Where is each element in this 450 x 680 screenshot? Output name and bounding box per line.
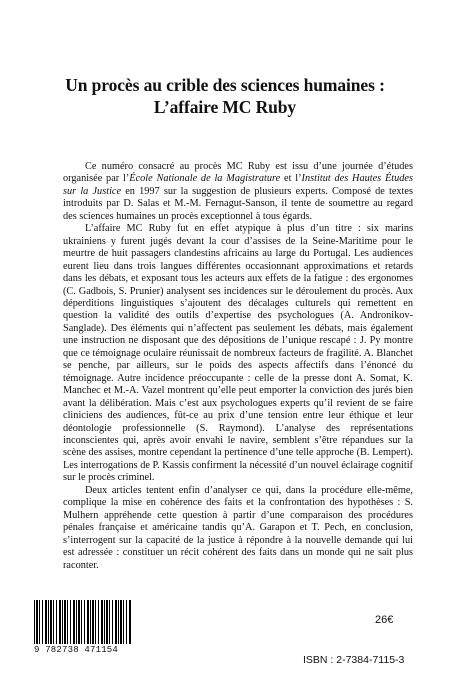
barcode-number: 9 782738 471154 <box>34 645 119 655</box>
isbn-label: ISBN : 2-7384-7115-3 <box>303 654 405 666</box>
paragraph-case: L’affaire MC Ruby fut en effet atypique à plus d’un titre : six marins ukrainiens y furent jugés devant la cour d’assises de la Seine-Maritime pour le meurtre de huit passagers clandestins africains au large du Portugal. Les audiences eurent lieu dans trois langues différentes occasionnant approximations et retards dans les débats, et exposant tous les acteurs aux effets de la fatigue : des ergonomes (C. Gadbois, S. Prunier) analysent ses incidences sur le déroulement du procès. Aux déperditions linguistiques s’ajoutent des décalages culturels qui remettent en question la validité des outils d’expertise des psychologues (A. Andronikov-Sanglade). Des éléments qui n’affectent pas seulement les débats, mais également une instruction ne disposant que des dépositions de l’unique rescapé : J. Py montre que ce témoignage oculaire réunissait de nombreux facteurs de fragilité. A. Blanchet se penche, par ailleurs, sur le poids des aspects affectifs dans l’énoncé du témoignage. Autre incidence préoccupante : celle de la presse dont A. Somat, K. Manchec et M.-A. Vazel montrent qu’elle peut emporter la conviction des jurés bien avant la délibération. Mais c’est aux psychologues experts qu’il revient de se faire cliniciens des audiences, fût-ce au prix d’une tension entre leur éthique et leur déontologie professionnelle (S. Raymond). L’analyse des représentations inconscientes qui, après avoir envahi le navire, semblent s’être répandues sur la scène des assises, montre cependant la pertinence d’une telle approche (B. Lempert). Les interrogations de P. Kassis confirment la nécessité d’un nouvel éclairage cognitif sur le procès criminel. <box>63 223 413 484</box>
paragraph-conclusion: Deux articles tentent enfin d’analyser ce qui, dans la procédure elle-même, complique la mise en cohérence des faits et la confrontation des hypothèses : S. Mulhern appréhende cette question à partir d’une comparaison des procédures pénales française et américaine tandis qu’A. Garapon et T. Pech, en conclusion, s’interrogent sur la capacité de la justice à répondre à la nouvelle demande qui lui est adressée : constituer un récit cohérent des faits dans un monde qui ne sait plus raconter. <box>63 484 413 571</box>
institution-name: Institut des Hautes Études sur la Justice <box>63 173 414 197</box>
back-cover-text <box>63 161 413 572</box>
institution-name: École Nationale de la Magistrature <box>129 173 281 185</box>
barcode <box>34 600 132 655</box>
title-line-1: Un procès au crible des sciences humaines : <box>65 75 385 95</box>
paragraph-intro: Ce numéro consacré au procès MC Ruby est issu d’une journée d’études organisée par l’École Nationale de la Magistrature et l’Institut des Hautes Études sur la Justice en 1997 sur la suggestion de plusieurs experts. Composé de textes introduits par D. Salas et M.-M. Fernagut-Sanson, il tente de soumettre au regard des sciences humaines un procès exceptionnel à tous égards. <box>63 161 414 222</box>
book-title <box>20 74 430 118</box>
price-label: 26€ <box>375 614 394 626</box>
title-line-2: L’affaire MC Ruby <box>153 97 297 117</box>
barcode-bars <box>34 600 132 644</box>
